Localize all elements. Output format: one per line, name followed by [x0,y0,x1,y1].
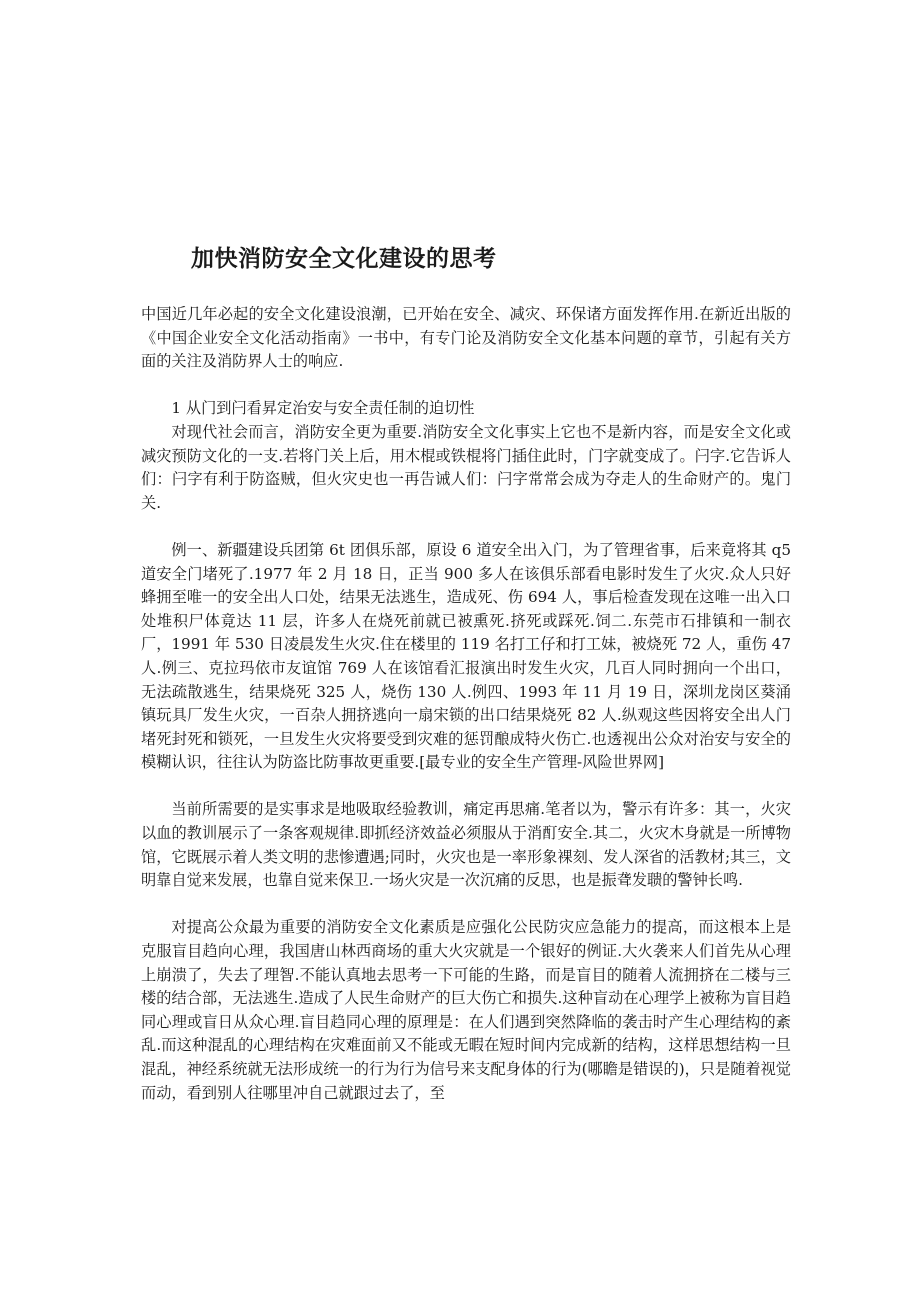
paragraph: 对提高公众最为重要的消防安全文化素质是应强化公民防灾应急能力的提高，而这根本上是克服盲目趋向心理，我国唐山林西商场的重大火灾就是一个银好的例证.大火袭来人们首先从心理上崩溃了，失去了理智.不能认真地去思考一下可能的生路，而是盲目的随着人流拥挤在二楼与三楼的结合部，无法逃生.造成了人民生命财产的巨大伤亡和损失.这种盲动在心理学上被称为盲目趋同心理或盲日从众心理.盲目趋同心理的原理是：在人们遇到突然降临的袭击时产生心理结构的紊乱.而这种混乱的心理结构在灾难面前又不能或无暇在短时间内完成新的结构，这样思想结构一旦混乱，神经系统就无法形成统一的行为行为信号来支配身体的行为(哪瞻是错误的)，只是随着视觉而动，看到别人往哪里冲自己就跟过去了，至 [141,918,791,1102]
paragraph: 对现代社会而言，消防安全更为重要.消防安全文化事实上它也不是新内容，而是安全文化或减灾预防文化的一支.若将门关上后，用木棍或铁棍将门插住此时，门字就变成了。闩字.它告诉人们：闩字有利于防盗贼，但火灾史也一再告诫人们：闩字常常会成为夺走人的生命财产的。鬼门关. [141,422,791,512]
document-body [141,303,791,1105]
paragraph: 当前所需要的是实事求是地吸取经验教训，痛定再思痛.笔者以为，警示有许多：其一，火灾以血的教训展示了一条客观规律.即抓经济效益必须服从于消酊安全.其二，火灾木身就是一所博物馆，它既展示着人类文明的悲惨遭遇;同时，火灾也是一率形象裸刻、发人深省的活教材;其三，文明靠自觉来发展，也靠自觉来保卫.一场火灾是一次沉痛的反思，也是振聋发聩的警钟长鸣. [141,800,791,890]
paragraph-intro: 中国近几年必起的安全文化建设浪潮，已开始在安全、减灾、环保诸方面发挥作用.在新近出版的《中国企业安全文化活动指南》一书中，有专门论及消防安全文化基本问题的章节，引起有关方面的关注及消防界人士的响应. [141,305,791,371]
paragraph-gap [141,893,791,917]
paragraph-gap [141,515,791,539]
paragraph-gap [141,775,791,799]
document-title: 加快消防安全文化建设的思考 [191,246,497,272]
paragraph-gap [141,374,791,398]
paragraph: 例一、新疆建设兵团第 6t 团俱乐部，原设 6 道安全出入门，为了管理省事，后来竟将其 q5 道安全门堵死了.1977 年 2 月 18 日，正当 900 多人在该俱乐部看电影时发生了火灾.众人只好蜂拥至唯一的安全出人口处，结果无法逃生，造成死、伤 694 人，事后检查发现在这唯一出入口处堆积尸体竟达 11 层，许多人在烧死前就已被熏死.挤死或踩死.饲二.东莞市石排镇和一制衣厂，1991 年 530 日凌晨发生火灾.住在楼里的 119 名打工仔和打工妹，被烧死 72 人，重伤 47 人.例三、克拉玛依市友谊馆 769 人在该馆看汇报演出时发生火灾，几百人同时拥向一个出口，无法疏散逃生，结果烧死 325 人，烧伤 130 人.例四、1993 年 11 月 19 日，深圳龙岗区葵涌镇玩具厂发生火灾，一百杂人拥挤逃向一扇宋锁的出口结果烧死 82 人.纵观这些因将安全出人门堵死封死和锁死，一旦发生火灾将要受到灾难的惩罚酿成特火伤亡.也透视出公众对治安与安全的模糊认识，往往认为防盗比防事故更重要.[最专业的安全生产管理-风险世界网] [141,540,791,772]
section-heading: 1 从门到闩看昇定治安与安全责任制的迫切性 [171,399,475,418]
